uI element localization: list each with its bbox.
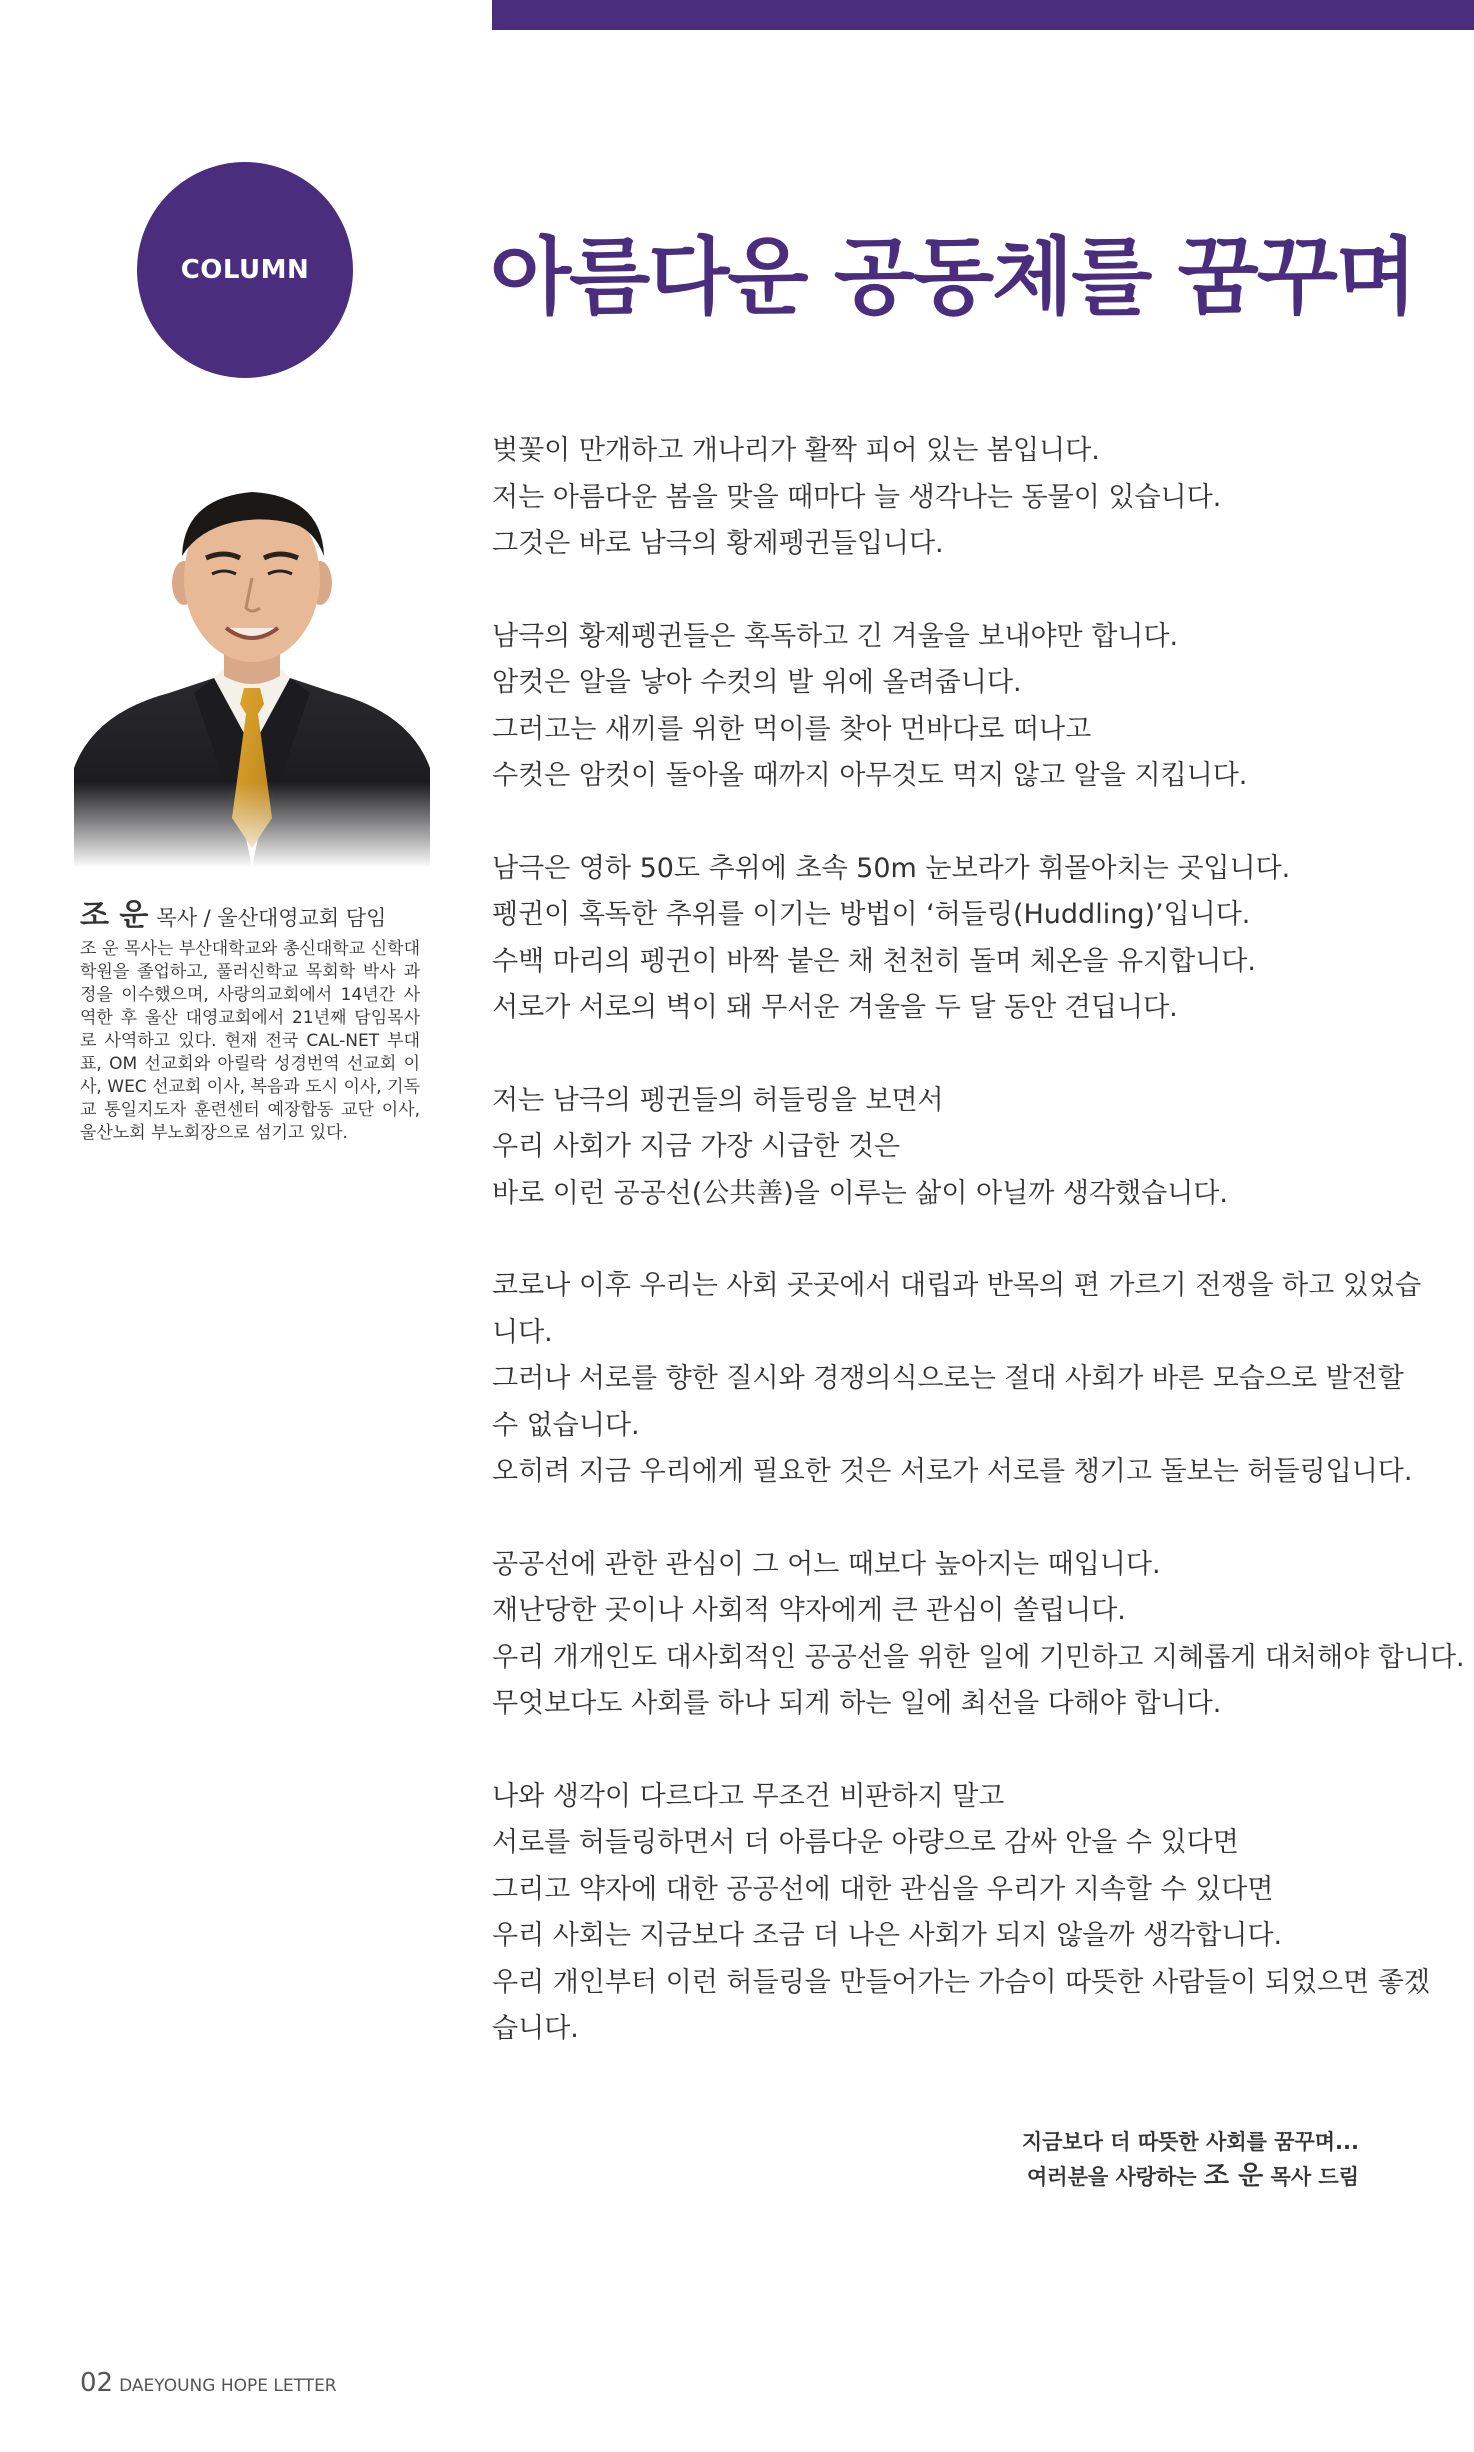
body-line: 수 없습니다. xyxy=(492,1409,640,1441)
body-line: 암컷은 알을 낳아 수컷의 발 위에 올려줍니다. xyxy=(492,667,1022,698)
page-title: 아름다운 공동체를 꿈꾸며 xyxy=(490,228,1416,326)
signature-name: 조 운 xyxy=(1203,2161,1264,2191)
body-paragraph xyxy=(492,1774,1430,2053)
body-line: 그리고 약자에 대한 공공선에 대한 관심을 우리가 지속할 수 있다면 xyxy=(492,1873,1274,1905)
author-title: 목사 / 울산대영교회 담임 xyxy=(156,906,387,930)
body-paragraph xyxy=(492,428,1372,568)
body-line: 코로나 이후 우리는 사회 곳곳에서 대립과 반목의 편 가르기 전쟁을 하고 있었습 xyxy=(492,1270,1422,1301)
body-line: 그러나 서로를 향한 질시와 경쟁의식으로는 절대 사회가 바른 모습으로 발전할 xyxy=(492,1363,1404,1394)
column-body xyxy=(492,428,1465,2099)
top-accent-bar xyxy=(492,0,1474,30)
body-line: 그러고는 새끼를 위한 먹이를 찾아 먼바다로 떠나고 xyxy=(492,713,1092,745)
body-line: 수컷은 암컷이 돌아올 때까지 아무것도 먹지 않고 알을 지킵니다. xyxy=(492,760,1248,791)
page-number: 02 xyxy=(80,2368,114,2398)
body-line: 저는 아름다운 봄을 맞을 때마다 늘 생각나는 동물이 있습니다. xyxy=(492,481,1222,513)
body-line: 나와 생각이 다르다고 무조건 비판하지 말고 xyxy=(492,1780,1005,1812)
body-line: 습니다. xyxy=(492,2013,579,2044)
author-bio: 조 운 목사는 부산대학교와 총신대학교 신학대학원을 졸업하고, 풀러신학교 목회학 박사 과정을 이수했으며, 사랑의교회에서 14년간 사역한 후 울산 대영교회에서 21년째 담임목사로 사역하고 있다. 현재 전국 CAL-NET 부대표, OM 선교회와 아릴락 성경번역 선교회 이사, WEC 선교회 이사, 복음과 도시 이사, 기독교 통일지도자 훈련센터 예장합동 교단 이사, 울산노회 부노회장으로 섬기고 있다. xyxy=(80,939,420,1143)
author-line xyxy=(80,890,386,934)
body-line: 오히려 지금 우리에게 필요한 것은 서로가 서로를 챙기고 돌보는 허들링입니다. xyxy=(492,1456,1413,1487)
body-paragraph xyxy=(492,1078,1372,1218)
body-line: 우리 사회가 지금 가장 시급한 것은 xyxy=(492,1131,901,1162)
body-line: 재난당한 곳이나 사회적 약자에게 큰 관심이 쏠립니다. xyxy=(492,1595,1126,1626)
body-line: 남극의 황제펭귄들은 혹독하고 긴 겨울을 보내야만 합니다. xyxy=(492,620,1179,652)
body-line: 우리 사회는 지금보다 조금 더 나은 사회가 되지 않을까 생각합니다. xyxy=(492,1920,1283,1951)
body-line: 서로를 허들링하면서 더 아름다운 아량으로 감싸 안을 수 있다면 xyxy=(492,1827,1239,1858)
body-line: 바로 이런 공공선(公共善)을 이루는 삶이 아닐까 생각했습니다. xyxy=(492,1177,1228,1209)
column-badge xyxy=(137,162,353,378)
body-line: 무엇보다도 사회를 하나 되게 하는 일에 최선을 다해야 합니다. xyxy=(492,1688,1222,1719)
body-line: 공공선에 관한 관심이 그 어느 때보다 높아지는 때입니다. xyxy=(492,1548,1161,1580)
signature-suffix: 목사 드림 xyxy=(1270,2165,1359,2189)
signature-line xyxy=(1022,2159,1359,2194)
author-portrait xyxy=(74,478,430,868)
closing-line: 지금보다 더 따뜻한 사회를 꿈꾸며... xyxy=(1021,2130,1359,2154)
publication-name: DAEYOUNG HOPE LETTER xyxy=(119,2376,337,2396)
body-line: 수백 마리의 펭귄이 바짝 붙은 채 천천히 돌며 체온을 유지합니다. xyxy=(492,945,1256,977)
author-name: 조 운 xyxy=(80,898,149,933)
closing-signature xyxy=(1022,2125,1359,2194)
body-line: 벚꽃이 만개하고 개나리가 활짝 피어 있는 봄입니다. xyxy=(492,435,1100,466)
column-badge-label: COLUMN xyxy=(180,255,310,285)
body-line: 니다. xyxy=(492,1316,553,1348)
body-paragraph xyxy=(492,614,1372,800)
body-line: 우리 개인부터 이런 허들링을 만들어가는 가슴이 따뜻한 사람들이 되었으면 좋겠 xyxy=(492,1966,1430,1998)
body-line: 우리 개개인도 대사회적인 공공선을 위한 일에 기민하고 지혜롭게 대처해야 합니다. xyxy=(492,1641,1465,1673)
body-line: 저는 남극의 펭귄들의 허들링을 보면서 xyxy=(492,1084,944,1116)
signature-prefix: 여러분을 사랑하는 xyxy=(1027,2165,1197,2189)
body-line: 펭귄이 혹독한 추위를 이기는 방법이 ‘허들링(Huddling)’입니다. xyxy=(492,899,1251,930)
body-paragraph xyxy=(492,846,1372,1032)
body-paragraph xyxy=(492,1542,1465,1728)
page-footer xyxy=(80,2368,337,2398)
body-paragraph xyxy=(492,1263,1422,1496)
body-line: 그것은 바로 남극의 황제펭귄들입니다. xyxy=(492,528,944,559)
body-line: 남극은 영하 50도 추위에 초속 50m 눈보라가 휘몰아치는 곳입니다. xyxy=(492,852,1291,884)
body-line: 서로가 서로의 벽이 돼 무서운 겨울을 두 달 동안 견딥니다. xyxy=(492,992,1178,1023)
